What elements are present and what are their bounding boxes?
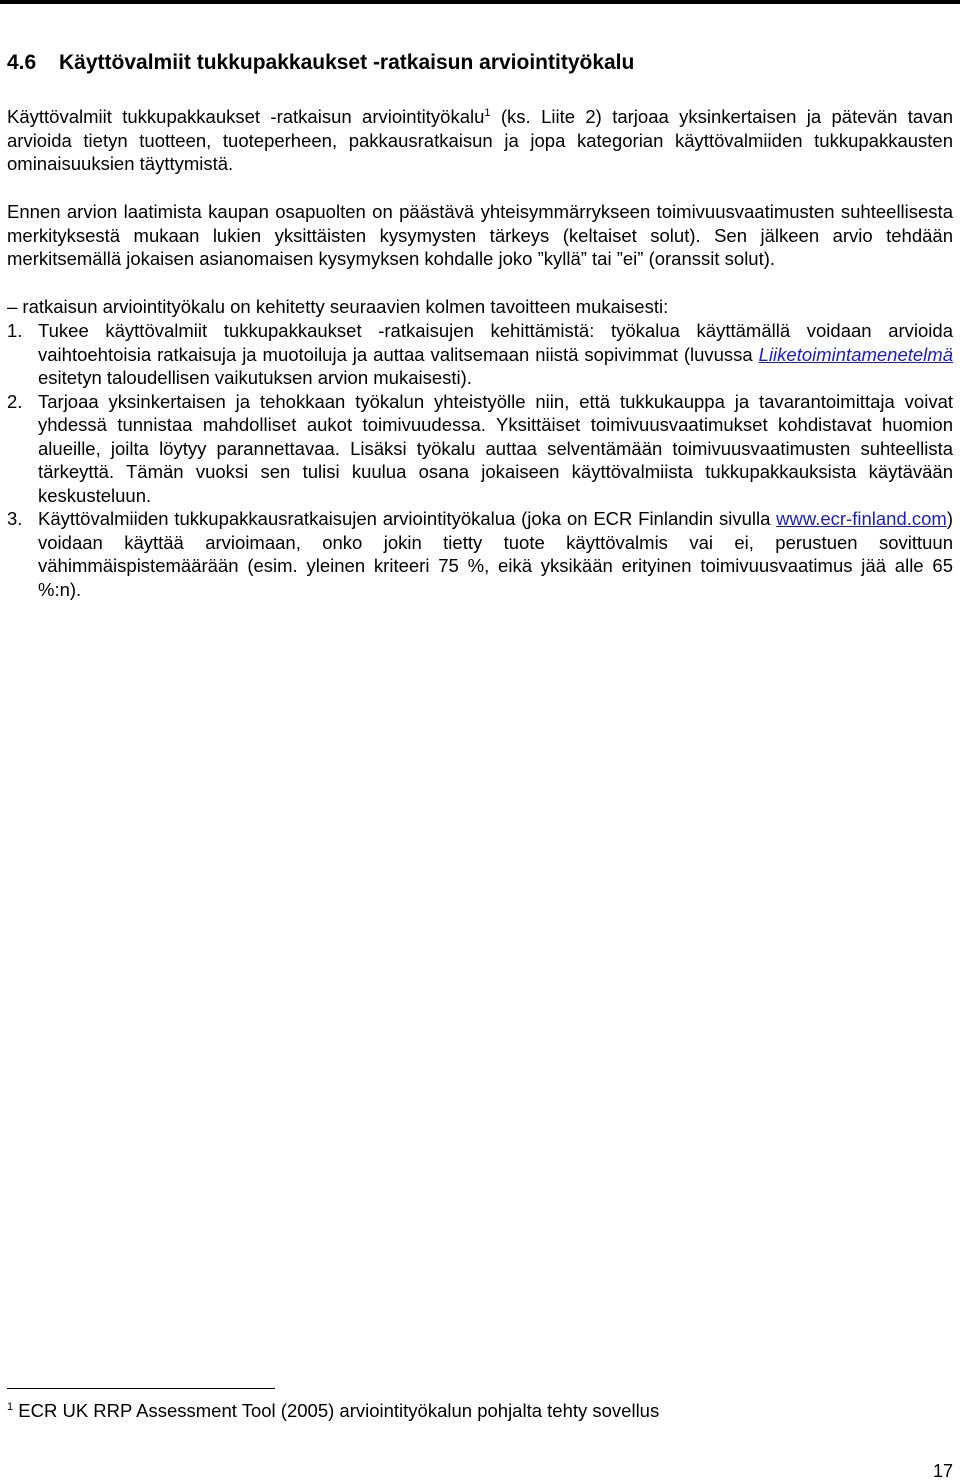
business-method-link[interactable]: Liiketoimintamenetelmä [758,343,953,365]
section-number: 4.6 [7,51,37,74]
list-item-text: Tarjoaa yksinkertaisen ja tehokkaan työkalun yhteistyölle niin, että tukkukauppa ja tavarantoimittaja voivat yhdessä tunnistaa mahdolliset aukot toimivuudessa. Yksittäiset toimivuusvaatimukset kohdistavat huomion alueille, joilta löytyy parannettavaa. Lisäksi työkalu auttaa selventämään toimivuusvaatimusten suhteellista tärkeyttä. Tämän vuoksi sen tulisi kuulua osana jokaiseen käyttövalmiista tukkupakkauksista käytävään keskusteluun. [38,390,953,506]
list-marker: 3. [7,508,23,529]
intro-paragraph [7,105,953,176]
list-item [7,319,953,390]
ecr-finland-link[interactable]: www.ecr-finland.com [776,508,947,529]
list-item-text-end: esitetyn taloudellisen vaikutuksen arvion mukaisesti). [38,367,472,388]
section-heading [7,50,634,76]
list-item-text: Tukee käyttövalmiit tukkupakkaukset -ratkaisujen kehittämistä: työkalua käyttämällä voidaan arvioida vaihtoehtoisia ratkaisuja ja muotoiluja ja auttaa valitsemaan niistä sopivimmat (luvussa [38,320,953,365]
top-border-rule [0,0,960,4]
objectives-intro: – ratkaisun arviointityökalu on kehitetty seuraavien kolmen tavoitteen mukaisesti: [7,296,669,317]
list-item [7,507,953,601]
footnote [7,1399,659,1423]
assessment-paragraph: Ennen arvion laatimista kaupan osapuolten on päästävä yhteisymmärrykseen toimivuusvaatimusten suhteellisesta merkityksestä mukaan lukien yksittäisten kysymysten tärkeys (keltaiset solut). Sen jälkeen arvio tehdään merkitsemällä jokaisen asianomaisen kysymyksen kohdalle joko ”kyllä” tai ”ei” (oranssit solut). [7,201,953,269]
list-marker: 1. [7,320,23,341]
footnote-text: ECR UK RRP Assessment Tool (2005) arviointityökalun pohjalta tehty sovellus [13,1400,660,1421]
footnote-reference[interactable]: 1 [484,106,491,119]
intro-text-end: (ks. Liite 2) tarjoaa yksinkertaisen ja pätevän tavan arvioida tietyn tuotteen, tuoteperheen, pakkausratkaisun ja jopa kategorian käyttövalmiiden tukkupakkausten ominaisuuksien täyttymistä. [7,106,953,174]
intro-text-start: Käyttövalmiit tukkupakkaukset -ratkaisun arviointityökalu [7,106,485,127]
list-item-text: Käyttövalmiiden tukkupakkausratkaisujen arviointityökalua (joka on ECR Finlandin sivulla [38,508,777,529]
section-title: Käyttövalmiit tukkupakkaukset -ratkaisun arviointityökalu [59,51,635,74]
footnote-separator [7,1388,275,1389]
page-number: 17 [932,1461,953,1481]
list-item [7,390,953,508]
list-marker: 2. [7,390,23,412]
footnote-marker: 1 [7,1400,14,1413]
objectives-list [7,319,953,601]
list-item-text-end: ) voidaan käyttää arvioimaan, onko jokin tietty tuote käyttövalmis vai ei, perustuen sovittuun vähimmäispistemäärään (esim. yleinen kriteeri 75 %, eikä yksikään erityinen toimivuusvaatimus jää alle 65 %:n). [38,508,953,600]
